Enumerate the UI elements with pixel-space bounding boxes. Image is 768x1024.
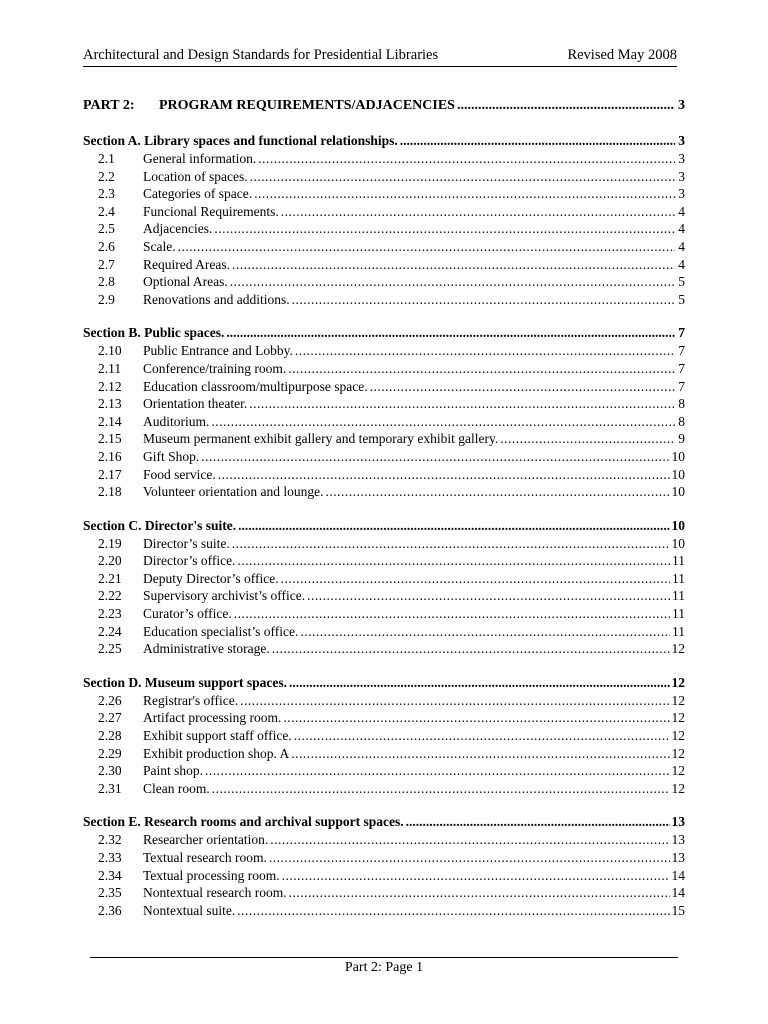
section-page-number: 10 xyxy=(671,517,685,533)
entry-number: 2.19 xyxy=(98,535,122,551)
entry-title: Nontextual suite. xyxy=(143,902,236,918)
entry-number: 2.22 xyxy=(98,588,122,604)
entry-page-number: 10 xyxy=(671,466,685,482)
entry-title: Scale. xyxy=(143,238,176,254)
entry-page-number: 12 xyxy=(671,763,685,779)
entry-title: Orientation theater. xyxy=(143,396,248,412)
entry-page-number: 3 xyxy=(678,186,685,202)
entry-number: 2.27 xyxy=(98,710,122,726)
entry-title: Textual research room. xyxy=(143,850,267,865)
entry-title: Administrative storage. xyxy=(143,641,270,657)
entry-page-number: 11 xyxy=(672,623,685,639)
entry-title: Renovations and additions. xyxy=(143,291,290,307)
toc-entry[interactable] xyxy=(83,343,685,361)
dot-leader xyxy=(295,343,675,359)
toc-entry[interactable] xyxy=(83,832,685,850)
entry-number: 2.21 xyxy=(98,570,122,586)
entry-page-number: 14 xyxy=(671,867,685,883)
toc-section xyxy=(83,518,685,659)
toc-part-heading[interactable] xyxy=(83,98,685,118)
dot-leader xyxy=(214,221,675,237)
part-number: PART 2: xyxy=(83,98,135,113)
entry-number: 2.11 xyxy=(98,360,122,376)
entry-title: Funcional Requirements. xyxy=(143,203,279,219)
entry-page-number: 11 xyxy=(672,553,685,569)
entry-title: Exhibit production shop. A xyxy=(143,745,290,761)
dot-leader xyxy=(282,868,670,884)
section-title: Section D. Museum support spaces. xyxy=(83,674,288,690)
dot-leader xyxy=(406,814,670,830)
section-title: Section B. Public spaces. xyxy=(83,325,225,341)
entry-page-number: 12 xyxy=(671,692,685,708)
dot-leader xyxy=(234,606,670,622)
entry-title: Conference/training room. xyxy=(143,360,287,376)
entry-number: 2.17 xyxy=(98,466,122,482)
entry-title: Adjacencies. xyxy=(143,221,213,237)
entry-page-number: 5 xyxy=(678,274,685,290)
entry-page-number: 10 xyxy=(671,448,685,464)
toc-entry[interactable] xyxy=(83,693,685,711)
entry-number: 2.5 xyxy=(98,221,115,237)
toc-entry[interactable] xyxy=(83,257,685,275)
entry-title: Director’s suite. xyxy=(143,535,230,551)
toc-entry[interactable] xyxy=(83,361,685,379)
entry-number: 2.26 xyxy=(98,692,122,708)
part-title: PROGRAM REQUIREMENTS/ADJACENCIES xyxy=(159,98,455,113)
entry-title: Textual processing room. xyxy=(143,867,280,883)
toc-entry[interactable] xyxy=(83,781,685,799)
entry-title: Public Entrance and Lobby. xyxy=(143,343,293,359)
toc-entry[interactable] xyxy=(83,763,685,781)
entry-page-number: 4 xyxy=(678,256,685,272)
entry-number: 2.36 xyxy=(98,902,122,918)
entry-page-number: 11 xyxy=(672,606,685,622)
entry-title: Supervisory archivist’s office. xyxy=(143,588,306,604)
entry-number: 2.24 xyxy=(98,623,122,639)
toc-entry[interactable] xyxy=(83,204,685,222)
dot-leader xyxy=(232,536,670,552)
toc-entry[interactable] xyxy=(83,746,685,764)
toc-entry[interactable] xyxy=(83,484,685,502)
entry-number: 2.15 xyxy=(98,431,122,447)
entry-number: 2.10 xyxy=(98,343,122,359)
dot-leader xyxy=(250,169,675,185)
entry-title: Exhibit support staff office. xyxy=(143,728,292,744)
entry-number: 2.8 xyxy=(98,274,115,290)
entry-title: Paint shop. xyxy=(143,763,204,779)
dot-leader xyxy=(292,292,675,308)
dot-leader xyxy=(201,449,669,465)
toc-entry[interactable] xyxy=(83,431,685,449)
entry-title: Volunteer orientation and lounge. xyxy=(143,484,324,500)
toc-section xyxy=(83,133,685,309)
entry-number: 2.34 xyxy=(98,867,122,883)
toc-section-heading[interactable] xyxy=(83,675,685,693)
dot-leader xyxy=(254,186,675,202)
section-page-number: 12 xyxy=(671,674,685,690)
dot-leader xyxy=(288,361,675,377)
footer-rule xyxy=(90,957,678,958)
entry-number: 2.18 xyxy=(98,484,122,500)
entry-page-number: 13 xyxy=(671,832,685,848)
toc-entry[interactable] xyxy=(83,396,685,414)
entry-title: Optional Areas. xyxy=(143,274,228,290)
toc-entry[interactable] xyxy=(83,414,685,432)
dot-leader xyxy=(212,781,670,797)
toc-sections xyxy=(83,133,685,920)
toc-entry[interactable] xyxy=(83,571,685,589)
entry-number: 2.3 xyxy=(98,186,115,202)
dot-leader xyxy=(289,675,669,691)
entry-number: 2.4 xyxy=(98,203,115,219)
table-of-contents xyxy=(83,98,685,936)
toc-section xyxy=(83,675,685,799)
toc-entry[interactable] xyxy=(83,274,685,292)
entry-number: 2.28 xyxy=(98,728,122,744)
dot-leader xyxy=(270,832,669,848)
entry-page-number: 4 xyxy=(678,221,685,237)
dot-leader xyxy=(289,885,670,901)
section-page-number: 7 xyxy=(678,325,685,341)
entry-title: Food service. xyxy=(143,466,216,482)
dot-leader xyxy=(272,641,670,657)
toc-entry[interactable] xyxy=(83,467,685,485)
entry-page-number: 12 xyxy=(671,745,685,761)
entry-number: 2.32 xyxy=(98,832,122,848)
toc-section-heading[interactable] xyxy=(83,814,685,832)
entry-number: 2.9 xyxy=(98,291,115,307)
dot-leader xyxy=(294,728,670,744)
toc-entry[interactable] xyxy=(83,151,685,169)
entry-page-number: 14 xyxy=(671,885,685,901)
entry-page-number: 3 xyxy=(678,168,685,184)
entry-page-number: 5 xyxy=(678,291,685,307)
dot-leader xyxy=(237,553,670,569)
entry-page-number: 10 xyxy=(671,535,685,551)
entry-title: Curator’s office. xyxy=(143,606,232,622)
toc-entry[interactable] xyxy=(83,449,685,467)
entry-page-number: 10 xyxy=(671,484,685,500)
entry-title: Clean room. xyxy=(143,780,210,796)
entry-title: Location of spaces. xyxy=(143,168,248,184)
entry-title: Auditorium. xyxy=(143,413,210,429)
entry-page-number: 12 xyxy=(671,780,685,796)
toc-entry[interactable] xyxy=(83,536,685,554)
entry-number: 2.33 xyxy=(98,850,122,865)
toc-entry[interactable] xyxy=(83,169,685,187)
dot-leader xyxy=(457,98,675,114)
entry-number: 2.6 xyxy=(98,238,115,254)
toc-section-heading[interactable] xyxy=(83,133,685,151)
dot-leader xyxy=(238,518,669,534)
dot-leader xyxy=(205,763,669,779)
toc-entry[interactable] xyxy=(83,553,685,571)
section-title: Section E. Research rooms and archival support spaces. xyxy=(83,814,404,830)
toc-section xyxy=(83,814,685,920)
entry-number: 2.2 xyxy=(98,168,115,184)
entry-page-number: 12 xyxy=(671,710,685,726)
toc-entry[interactable] xyxy=(83,850,685,868)
entry-page-number: 13 xyxy=(671,850,685,865)
dot-leader xyxy=(258,151,675,167)
dot-leader xyxy=(283,710,669,726)
dot-leader xyxy=(240,693,669,709)
toc-entry[interactable] xyxy=(83,868,685,886)
page-footer: Part 2: Page 1 xyxy=(344,960,424,975)
entry-page-number: 15 xyxy=(671,902,685,918)
entry-page-number: 12 xyxy=(671,641,685,657)
toc-entry[interactable] xyxy=(83,641,685,659)
document-title: Architectural and Design Standards for Presidential Libraries xyxy=(83,47,439,63)
entry-title: Museum permanent exhibit gallery and temporary exhibit gallery. xyxy=(143,431,499,447)
entry-number: 2.1 xyxy=(98,151,115,166)
dot-leader xyxy=(232,257,675,273)
entry-title: Categories of space. xyxy=(143,186,253,202)
entry-number: 2.31 xyxy=(98,780,122,796)
toc-section xyxy=(83,325,685,501)
entry-title: Required Areas. xyxy=(143,256,230,272)
section-title: Section A. Library spaces and functional relationships. xyxy=(83,133,398,148)
toc-entry[interactable] xyxy=(83,379,685,397)
dot-leader xyxy=(291,746,669,762)
toc-entry[interactable] xyxy=(83,588,685,606)
section-title: Section C. Director's suite. xyxy=(83,517,237,533)
entry-number: 2.25 xyxy=(98,641,122,657)
entry-number: 2.7 xyxy=(98,256,115,272)
dot-leader xyxy=(281,204,675,220)
entry-page-number: 9 xyxy=(678,431,685,447)
entry-page-number: 8 xyxy=(678,396,685,412)
entry-title: Education classroom/multipurpose space. xyxy=(143,378,368,394)
dot-leader xyxy=(178,239,675,255)
dot-leader xyxy=(400,133,675,149)
entry-number: 2.30 xyxy=(98,763,122,779)
dot-leader xyxy=(307,588,670,604)
entry-title: Researcher orientation. xyxy=(143,832,269,848)
entry-title: Gift Shop. xyxy=(143,448,200,464)
dot-leader xyxy=(226,325,675,341)
entry-page-number: 7 xyxy=(678,343,685,359)
entry-page-number: 12 xyxy=(671,728,685,744)
toc-section-heading[interactable] xyxy=(83,518,685,536)
toc-section-heading[interactable] xyxy=(83,325,685,343)
revision-date: Revised May 2008 xyxy=(567,47,677,63)
entry-title: Nontextual research room. xyxy=(143,885,287,901)
page-header xyxy=(83,45,677,67)
entry-number: 2.13 xyxy=(98,396,122,412)
dot-leader xyxy=(325,484,669,500)
dot-leader xyxy=(249,396,675,412)
dot-leader xyxy=(211,414,675,430)
part-page-number: 3 xyxy=(678,98,685,113)
toc-entry[interactable] xyxy=(83,292,685,310)
entry-title: Education specialist’s office. xyxy=(143,623,299,639)
entry-number: 2.20 xyxy=(98,553,122,569)
section-page-number: 13 xyxy=(671,814,685,830)
entry-number: 2.12 xyxy=(98,378,122,394)
entry-page-number: 7 xyxy=(678,360,685,376)
entry-title: Director’s office. xyxy=(143,553,236,569)
entry-page-number: 11 xyxy=(672,588,685,604)
entry-page-number: 7 xyxy=(678,378,685,394)
entry-page-number: 3 xyxy=(678,151,685,166)
toc-entry[interactable] xyxy=(83,885,685,903)
entry-page-number: 4 xyxy=(678,238,685,254)
dot-leader xyxy=(300,624,670,640)
toc-entry[interactable] xyxy=(83,221,685,239)
entry-number: 2.14 xyxy=(98,413,122,429)
entry-title: Deputy Director’s office. xyxy=(143,570,279,586)
entry-title: General information. xyxy=(143,151,257,166)
entry-page-number: 8 xyxy=(678,413,685,429)
toc-entry[interactable] xyxy=(83,186,685,204)
entry-page-number: 4 xyxy=(678,203,685,219)
entry-number: 2.35 xyxy=(98,885,122,901)
entry-number: 2.29 xyxy=(98,745,122,761)
entry-title: Artifact processing room. xyxy=(143,710,282,726)
dot-leader xyxy=(230,274,675,290)
toc-entry[interactable] xyxy=(83,710,685,728)
toc-entry[interactable] xyxy=(83,728,685,746)
entry-page-number: 11 xyxy=(672,570,685,586)
toc-entry[interactable] xyxy=(83,239,685,257)
toc-entry[interactable] xyxy=(83,903,685,921)
entry-title: Registrar's office. xyxy=(143,692,239,708)
dot-leader xyxy=(218,467,670,483)
toc-entry[interactable] xyxy=(83,624,685,642)
dot-leader xyxy=(237,903,669,919)
entry-number: 2.16 xyxy=(98,448,122,464)
dot-leader xyxy=(269,850,670,866)
entry-number: 2.23 xyxy=(98,606,122,622)
dot-leader xyxy=(500,431,675,447)
toc-entry[interactable] xyxy=(83,606,685,624)
dot-leader xyxy=(281,571,670,587)
section-page-number: 3 xyxy=(678,133,685,148)
dot-leader xyxy=(370,379,675,395)
